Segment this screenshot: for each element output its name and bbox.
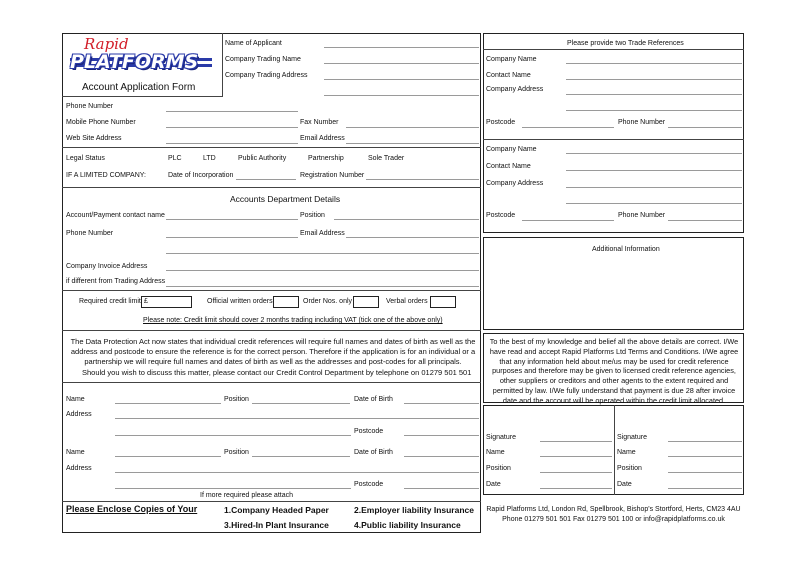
accounts-email-label: Email Address (300, 230, 345, 237)
person2-position-field[interactable] (252, 456, 350, 457)
credit-note: Please note: Credit limit should cover 2 months trading including VAT (tick one of the above only) (143, 317, 443, 324)
official-orders-checkbox[interactable] (273, 296, 299, 308)
ref2-contact-name-field[interactable] (566, 170, 742, 171)
registration-field[interactable] (366, 179, 479, 180)
more-required-note: If more required please attach (200, 492, 293, 499)
accounts-heading: Accounts Department Details (230, 194, 341, 204)
applicant-name-label: Name of Applicant (225, 40, 282, 47)
accounts-extra-field[interactable] (166, 253, 479, 254)
incorporation-label: Date of Incorporation (168, 172, 234, 179)
limited-company-label: IF A LIMITED COMPANY: (66, 172, 146, 179)
ref1-company-name-label: Company Name (486, 56, 537, 63)
divider (62, 187, 481, 188)
legal-option-ltd[interactable]: LTD (203, 155, 216, 162)
sig2-name-field[interactable] (668, 456, 742, 457)
sig1-position-field[interactable] (540, 472, 612, 473)
form-title: Account Application Form (82, 82, 196, 93)
person1-postcode-label: Postcode (354, 428, 384, 435)
invoice-address-field-2[interactable] (166, 286, 479, 287)
sig2-position-label: Position (617, 465, 642, 472)
trading-name-label: Company Trading Name (225, 56, 301, 63)
divider (483, 139, 744, 140)
trading-address-field-2[interactable] (324, 95, 479, 96)
trading-address-label: Company Trading Address (225, 72, 308, 79)
ref1-contact-name-label: Contact Name (486, 72, 531, 79)
person1-address-label: Address (66, 411, 92, 418)
person1-position-label: Position (224, 396, 249, 403)
enclose-item-plant-insurance: 3.Hired-In Plant Insurance (224, 520, 329, 530)
person1-name-field[interactable] (115, 403, 221, 404)
legal-option-plc[interactable]: PLC (168, 155, 182, 162)
trading-address-field[interactable] (324, 79, 479, 80)
ref1-phone-field[interactable] (668, 127, 742, 128)
accounts-position-field[interactable] (334, 219, 479, 220)
verbal-orders-checkbox[interactable] (430, 296, 456, 308)
sig2-signature-field[interactable] (668, 441, 742, 442)
registration-label: Registration Number (300, 172, 365, 179)
enclose-item-employer-insurance: 2.Employer liability Insurance (354, 505, 474, 515)
invoice-address-field[interactable] (166, 270, 479, 271)
person1-address-field[interactable] (115, 418, 479, 419)
accounts-email-field[interactable] (346, 237, 479, 238)
ref2-phone-field[interactable] (668, 220, 742, 221)
divider (62, 96, 223, 97)
ref1-contact-name-field[interactable] (566, 79, 742, 80)
ref1-company-name-field[interactable] (566, 63, 742, 64)
credit-limit-label: Required credit limit (79, 298, 141, 305)
sig2-signature-label: Signature (617, 434, 647, 441)
legal-option-partnership[interactable]: Partnership (308, 155, 344, 162)
person2-name-label: Name (66, 449, 85, 456)
payment-contact-label: Account/Payment contact name (66, 212, 165, 219)
accounts-position-label: Position (300, 212, 325, 219)
ref2-contact-name-label: Contact Name (486, 163, 531, 170)
sig1-signature-field[interactable] (540, 441, 612, 442)
person2-postcode-field[interactable] (404, 488, 479, 489)
divider (62, 501, 481, 502)
enclose-item-headed-paper: 1.Company Headed Paper (224, 505, 329, 515)
accounts-phone-field[interactable] (166, 237, 298, 238)
divider (62, 147, 481, 148)
phone-field[interactable] (166, 111, 298, 112)
sig1-position-label: Position (486, 465, 511, 472)
invoice-address-label: Company Invoice Address (66, 263, 148, 270)
ref1-postcode-field[interactable] (522, 127, 614, 128)
trade-references-heading: Please provide two Trade References (567, 40, 684, 47)
divider (62, 330, 481, 331)
legal-option-sole-trader[interactable]: Sole Trader (368, 155, 405, 162)
applicant-name-field[interactable] (324, 47, 479, 48)
ref1-phone-label: Phone Number (618, 119, 666, 126)
legal-option-public-authority[interactable]: Public Authority (238, 155, 287, 162)
sig1-date-field[interactable] (540, 488, 612, 489)
fax-field[interactable] (346, 127, 479, 128)
enclose-item-public-insurance: 4.Public liability Insurance (354, 520, 461, 530)
email-field[interactable] (346, 143, 479, 144)
ref1-postcode-label: Postcode (486, 119, 516, 126)
sig2-date-field[interactable] (668, 488, 742, 489)
order-nos-label: Order Nos. only (303, 298, 353, 305)
sig1-date-label: Date (486, 481, 501, 488)
official-orders-label: Official written orders (207, 298, 273, 305)
ref1-company-address-field-2[interactable] (566, 110, 742, 111)
divider (614, 405, 615, 495)
fax-label: Fax Number (300, 119, 339, 126)
additional-info-heading: Additional Information (592, 246, 660, 253)
person2-position-label: Position (224, 449, 249, 456)
divider (222, 33, 223, 96)
payment-contact-field[interactable] (166, 219, 298, 220)
ref1-company-address-field[interactable] (566, 94, 742, 95)
sig2-position-field[interactable] (668, 472, 742, 473)
ref2-company-name-label: Company Name (486, 146, 537, 153)
ref1-company-address-label: Company Address (486, 86, 544, 93)
ref2-company-address-field-2[interactable] (566, 203, 742, 204)
divider (62, 290, 481, 291)
person1-name-label: Name (66, 396, 85, 403)
credit-control-contact: Should you wish to discuss this matter, please contact our Credit Control Department by telephone on 01279 501 501 (82, 368, 472, 377)
person2-address-label: Address (66, 465, 92, 472)
person1-postcode-field[interactable] (404, 435, 479, 436)
credit-limit-input[interactable] (141, 296, 192, 308)
person2-name-field[interactable] (115, 456, 221, 457)
ref2-phone-label: Phone Number (618, 212, 666, 219)
person2-postcode-label: Postcode (354, 481, 384, 488)
person1-address-field-2[interactable] (115, 435, 351, 436)
order-nos-checkbox[interactable] (353, 296, 379, 308)
ref2-company-address-field[interactable] (566, 187, 742, 188)
trading-name-field[interactable] (324, 63, 479, 64)
legal-status-label: Legal Status (66, 155, 105, 162)
sig2-name-label: Name (617, 449, 636, 456)
divider (483, 49, 744, 50)
sig2-date-label: Date (617, 481, 632, 488)
person1-dob-label: Date of Birth (354, 396, 393, 403)
ref2-postcode-label: Postcode (486, 212, 516, 219)
mobile-label: Mobile Phone Number (66, 119, 136, 126)
person2-dob-field[interactable] (404, 456, 479, 457)
logo-platforms-text: PLATFORMS (70, 51, 199, 73)
ref2-company-address-label: Company Address (486, 180, 544, 187)
email-label: Email Address (300, 135, 345, 142)
phone-label: Phone Number (66, 103, 114, 110)
person1-position-field[interactable] (252, 403, 350, 404)
footer-address: Rapid Platforms Ltd, London Rd, Spellbrook, Bishop's Stortford, Herts, CM23 4AU (486, 506, 741, 513)
logo-rapid-text: Rapid (84, 35, 129, 53)
divider (62, 382, 481, 383)
incorporation-field[interactable] (236, 179, 296, 180)
data-protection-text: The Data Protection Act now states that individual credit references will require full names and dates of birth as well as the address and postcode to ensure the reference is for the correct person. Therefore if the application is for an individual or a partnership we will require full names and dates of birth as well as the addresses and post-codes for all principals. (70, 337, 476, 366)
accounts-phone-label: Phone Number (66, 230, 114, 237)
ref2-company-name-field[interactable] (566, 153, 742, 154)
web-label: Web Site Address (66, 135, 122, 142)
mobile-field[interactable] (166, 127, 298, 128)
footer-contact: Phone 01279 501 501 Fax 01279 501 100 or info@rapidplatforms.co.uk (502, 516, 725, 523)
person2-dob-label: Date of Birth (354, 449, 393, 456)
person1-dob-field[interactable] (404, 403, 479, 404)
person2-address-field-2[interactable] (115, 488, 351, 489)
sig1-name-label: Name (486, 449, 505, 456)
if-different-label: if different from Trading Address (66, 278, 166, 285)
verbal-orders-label: Verbal orders (386, 298, 428, 305)
web-field[interactable] (166, 143, 298, 144)
declaration-text: To the best of my knowledge and belief all the above details are correct. I/We have read and accept Rapid Platforms Ltd Terms and Conditions. I/We agree that any information held about me/us may be used for credit reference purposes and therefore may be given to licensed credit reference agencies, other suppliers or creditors and other agents to the extent required and permitted by law. I/We fully understand that payment is due 28 after invoice date and the account will be operated within the credit limit allocated. (489, 337, 739, 405)
sig1-name-field[interactable] (540, 456, 612, 457)
sig1-signature-label: Signature (486, 434, 516, 441)
ref2-postcode-field[interactable] (522, 220, 614, 221)
enclose-heading: Please Enclose Copies of Your (66, 504, 198, 514)
currency-symbol: £ (144, 298, 148, 305)
person2-address-field[interactable] (115, 472, 479, 473)
